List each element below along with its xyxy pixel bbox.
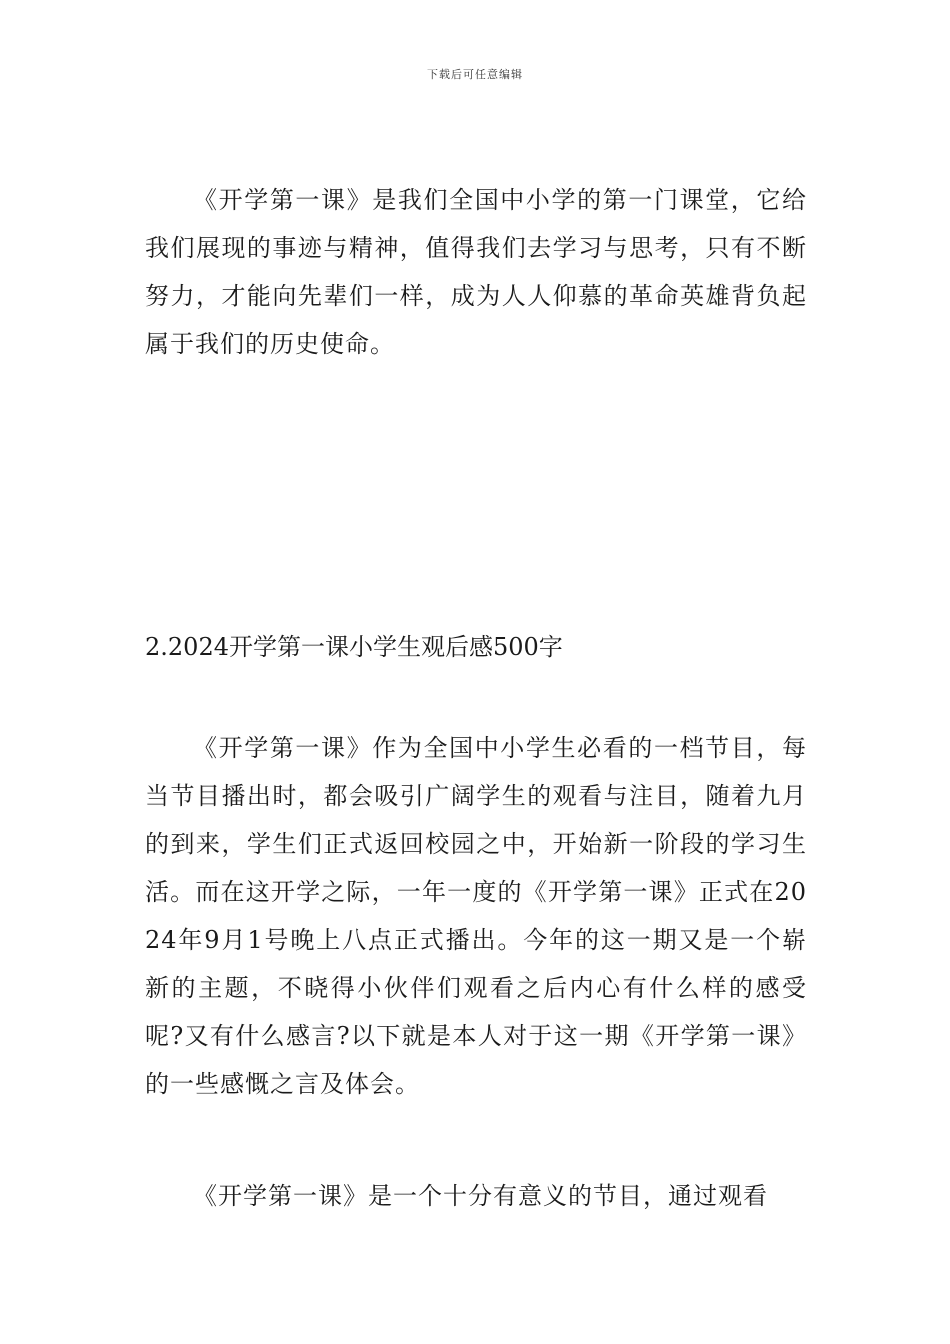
paragraph-text: 《开学第一课》是我们全国中小学的第一门课堂，它给我们展现的事迹与精神，值得我们去学习与思考，只有不断努力，才能向先辈们一样，成为人人仰慕的革命英雄背负起属于我们的历史使命。 <box>145 186 807 358</box>
section-heading <box>145 623 807 671</box>
section-title: 2.2024开学第一课小学生观后感500字 <box>145 633 563 661</box>
page-header: 下载后可任意编辑 <box>427 68 523 81</box>
paragraph-text: 《开学第一课》是一个十分有意义的节目，通过观看 <box>193 1182 768 1210</box>
paragraph-continued <box>145 1172 807 1220</box>
paragraph-intro <box>145 176 807 368</box>
paragraph-text: 《开学第一课》作为全国中小学生必看的一档节目，每当节目播出时，都会吸引广阔学生的观看与注目，随着九月的到来，学生们正式返回校园之中，开始新一阶段的学习生活。而在这开学之际，一年一度的《开学第一课》正式在2024年9月1号晚上八点正式播出。今年的这一期又是一个崭新的主题，不晓得小伙伴们观看之后内心有什么样的感受呢?又有什么感言?以下就是本人对于这一期《开学第一课》的一些感慨之言及体会。 <box>145 734 807 1098</box>
paragraph-body <box>145 724 807 1108</box>
